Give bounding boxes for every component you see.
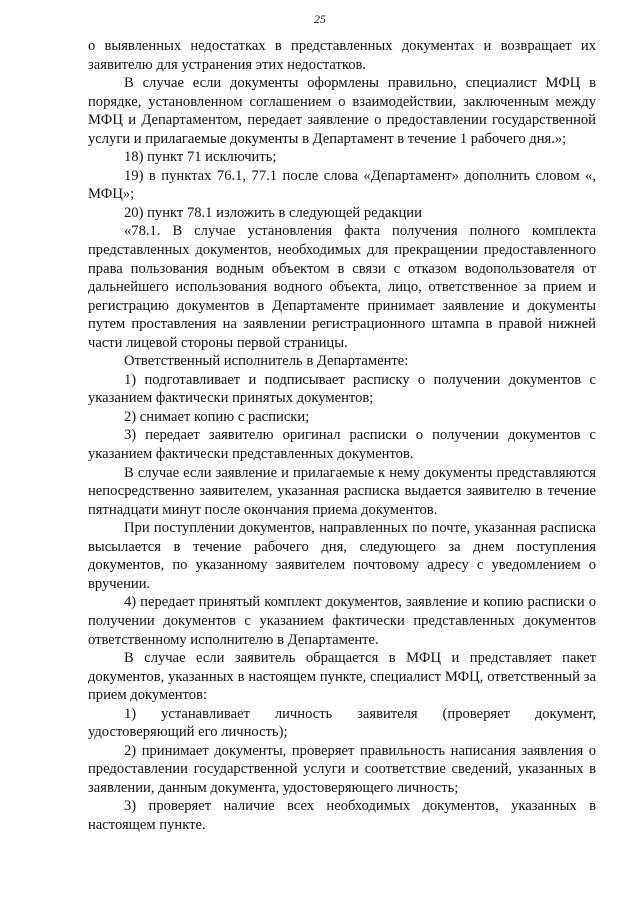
- paragraph: 2) снимает копию с расписки;: [124, 408, 310, 425]
- paragraph: 18) пункт 71 исключить;: [124, 149, 277, 166]
- paragraph: 3) проверяет наличие всех необходимых документов, указанных в настоящем пункте.: [88, 798, 596, 833]
- paragraph: При поступлении документов, направленных по почте, указанная расписка высылается в течение рабочего дня, следующего за днем поступления документов, по указанному заявителем почтовому адресу с уведомлением о вручении.: [88, 520, 596, 592]
- paragraph: 1) устанавливает личность заявителя (проверяет документ, удостоверяющий его личность);: [88, 705, 596, 741]
- paragraph: 20) пункт 78.1 изложить в следующей редакции: [124, 204, 422, 221]
- paragraph: В случае если документы оформлены правильно, специалист МФЦ в порядке, установленном соглашением о взаимодействии, заключенным между МФЦ и Департаментом, передает заявление о предоставлении государственной услуги и прилагаемые документы в Департамент в течение 1 рабочего дня.»;: [88, 75, 596, 147]
- paragraph: 1) подготавливает и подписывает расписку о получении документов с указанием фактически принятых документов;: [88, 371, 596, 407]
- paragraph: 3) передает заявителю оригинал расписки о получении документов с указанием фактически представленных документов.: [88, 427, 596, 463]
- paragraph: о выявленных недостатках в представленных документах и возвращает их заявителю для устранения этих недостатков.: [88, 38, 596, 73]
- page-number: 25: [314, 12, 326, 26]
- paragraph: В случае если заявление и прилагаемые к нему документы представляются непосредственно заявителем, указанная расписка выдается заявителю в течение пятнадцати минут после окончания приема документов.: [88, 464, 596, 518]
- paragraph: 4) передает принятый комплект документов, заявление и копию расписки о получении документов с указанием фактически представленных документов ответственному исполнителю в Департаменте.: [88, 594, 596, 648]
- paragraph: Ответственный исполнитель в Департаменте:: [124, 353, 409, 370]
- paragraph: 19) в пунктах 76.1, 77.1 после слова «Департамент» дополнить словом «, МФЦ»;: [88, 167, 596, 203]
- paragraph: 2) принимает документы, проверяет правильность написания заявления о предоставлении государственной услуги и соответствие сведений, указанных в заявлении, данным документа, удостоверяющего личность;: [88, 742, 596, 796]
- paragraph: В случае если заявитель обращается в МФЦ и представляет пакет документов, указанных в настоящем пункте, специалист МФЦ, ответственный за прием документов:: [88, 650, 596, 704]
- paragraph: «78.1. В случае установления факта получения полного комплекта представленных документов, необходимых для прекращении предоставленного права пользования водным объектом в связи с отказом водопользователя от дальнейшего использования водного объекта, лицо, ответственное за прием и регистрацию документов в Департаменте принимает заявление и документы путем проставления на заявлении регистрационного штампа в правой нижней части лицевой стороны первой страницы.: [88, 223, 596, 351]
- document-body: [88, 37, 596, 835]
